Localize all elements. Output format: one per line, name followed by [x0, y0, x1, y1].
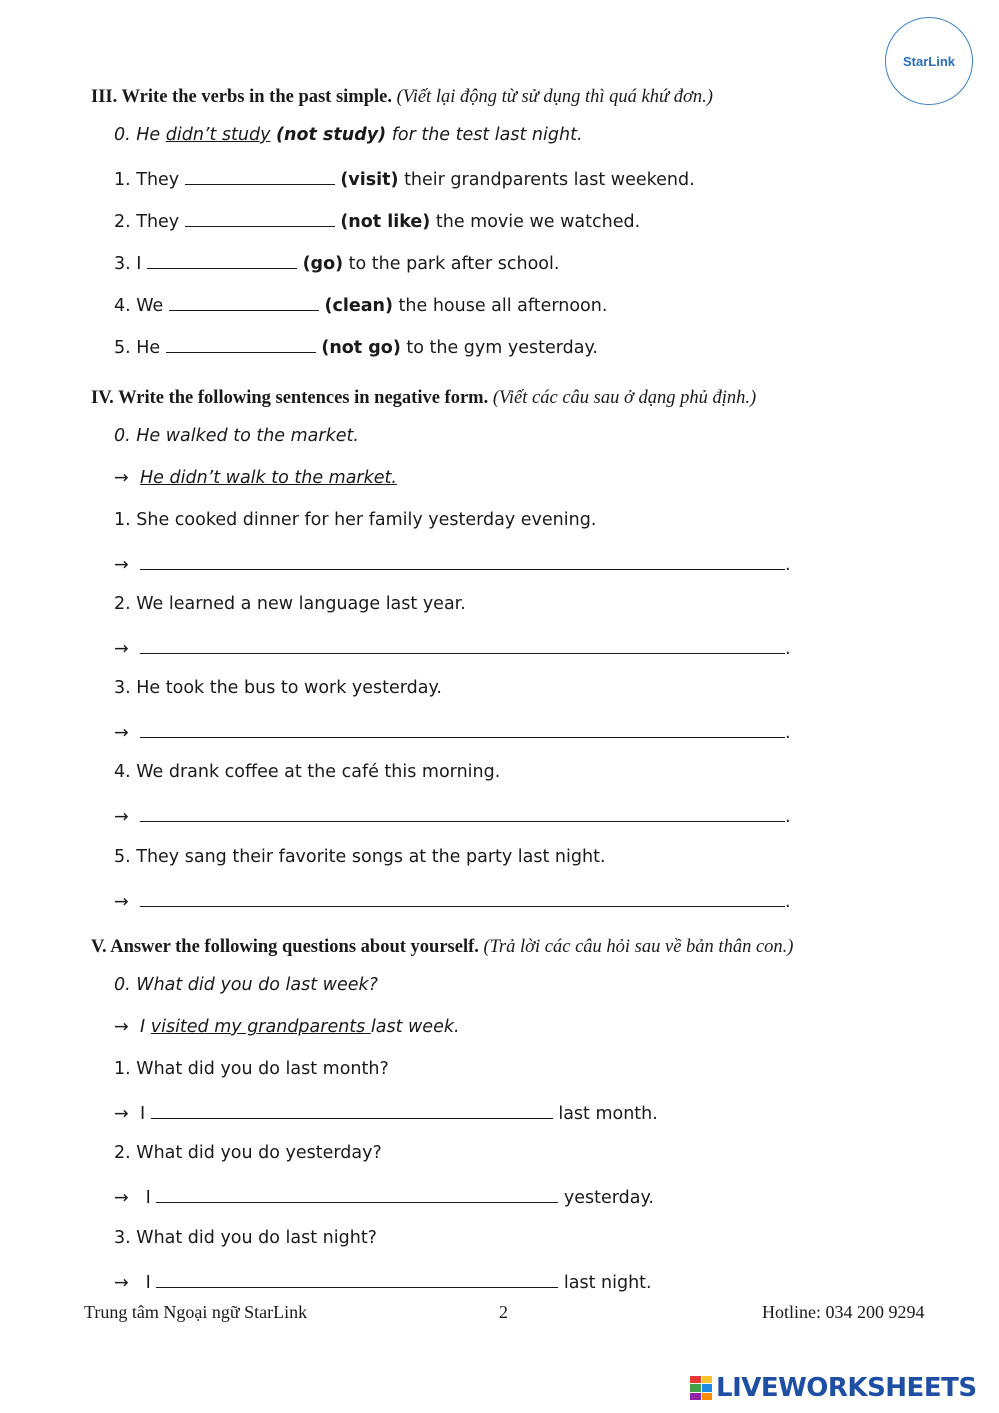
section-5-example: 0. What did you do last week? — [114, 975, 378, 995]
liveworksheets-wordmark: LIVEWORKSHEETS — [716, 1373, 977, 1403]
answer-blank[interactable] — [147, 251, 297, 269]
section-3-item-5: 5. He (not go) to the gym yesterday. — [114, 335, 598, 358]
right-arrow-icon: → — [114, 1188, 129, 1208]
liveworksheets-logo-icon — [690, 1376, 712, 1400]
right-arrow-icon: → — [114, 807, 129, 827]
section-4-answer-5: → . — [114, 889, 791, 912]
section-4-item-3: 3. He took the bus to work yesterday. — [114, 678, 442, 698]
right-arrow-icon: → — [114, 723, 129, 743]
answer-blank[interactable] — [185, 209, 335, 227]
footer-center-name: Trung tâm Ngoại ngữ StarLink — [84, 1302, 308, 1322]
section-4-item-5: 5. They sang their favorite songs at the party last night. — [114, 847, 606, 867]
right-arrow-icon: → — [114, 639, 129, 659]
right-arrow-icon: → — [114, 1104, 129, 1124]
section-5-answer-2: → I yesterday. — [114, 1185, 654, 1208]
answer-blank[interactable] — [169, 293, 319, 311]
section-5-answer-1: → I last month. — [114, 1101, 658, 1124]
liveworksheets-brand — [690, 1373, 977, 1403]
section-3-item-2: 2. They (not like) the movie we watched. — [114, 209, 640, 232]
footer-page-number: 2 — [499, 1302, 508, 1322]
section-4-item-4: 4. We drank coffee at the café this morning. — [114, 762, 501, 782]
section-5-item-3: 3. What did you do last night? — [114, 1228, 377, 1248]
section-4-item-1: 1. She cooked dinner for her family yesterday evening. — [114, 510, 597, 530]
section-4-example-answer: → He didn’t walk to the market. — [114, 468, 397, 488]
answer-blank[interactable] — [140, 720, 785, 738]
right-arrow-icon: → — [114, 555, 129, 575]
section-3-heading: III. Write the verbs in the past simple. (Viết lại động từ sử dụng thì quá khứ đơn.) — [91, 87, 713, 107]
answer-blank[interactable] — [140, 889, 785, 907]
footer-hotline: Hotline: 034 200 9294 — [762, 1302, 925, 1322]
section-3-example: 0. He didn’t study (not study) for the test last night. — [114, 125, 583, 145]
right-arrow-icon: → — [114, 1273, 129, 1293]
answer-blank[interactable] — [151, 1101, 553, 1119]
starlink-logo: StarLink — [885, 17, 973, 105]
answer-blank[interactable] — [156, 1185, 558, 1203]
right-arrow-icon: → — [114, 1017, 129, 1037]
section-5-item-1: 1. What did you do last month? — [114, 1059, 389, 1079]
right-arrow-icon: → — [114, 468, 129, 488]
section-4-example: 0. He walked to the market. — [114, 426, 359, 446]
section-3-item-3: 3. I (go) to the park after school. — [114, 251, 559, 274]
section-3-item-1: 1. They (visit) their grandparents last weekend. — [114, 167, 695, 190]
section-4-answer-3: → . — [114, 720, 791, 743]
answer-blank[interactable] — [140, 552, 785, 570]
section-5-example-answer: → I visited my grandparents last week. — [114, 1017, 460, 1037]
section-4-item-2: 2. We learned a new language last year. — [114, 594, 466, 614]
section-5-answer-3: → I last night. — [114, 1270, 652, 1293]
section-5-heading: V. Answer the following questions about yourself. (Trả lời các câu hỏi sau về bản thân con.) — [91, 937, 794, 957]
answer-blank[interactable] — [166, 335, 316, 353]
section-4-answer-2: → . — [114, 636, 791, 659]
section-4-answer-4: → . — [114, 804, 791, 827]
section-4-answer-1: → . — [114, 552, 791, 575]
answer-blank[interactable] — [140, 804, 785, 822]
answer-blank[interactable] — [156, 1270, 558, 1288]
section-4-heading: IV. Write the following sentences in negative form. (Viết các câu sau ở dạng phủ định.) — [91, 388, 757, 408]
section-5-item-2: 2. What did you do yesterday? — [114, 1143, 382, 1163]
right-arrow-icon: → — [114, 892, 129, 912]
answer-blank[interactable] — [185, 167, 335, 185]
section-3-item-4: 4. We (clean) the house all afternoon. — [114, 293, 607, 316]
answer-blank[interactable] — [140, 636, 785, 654]
